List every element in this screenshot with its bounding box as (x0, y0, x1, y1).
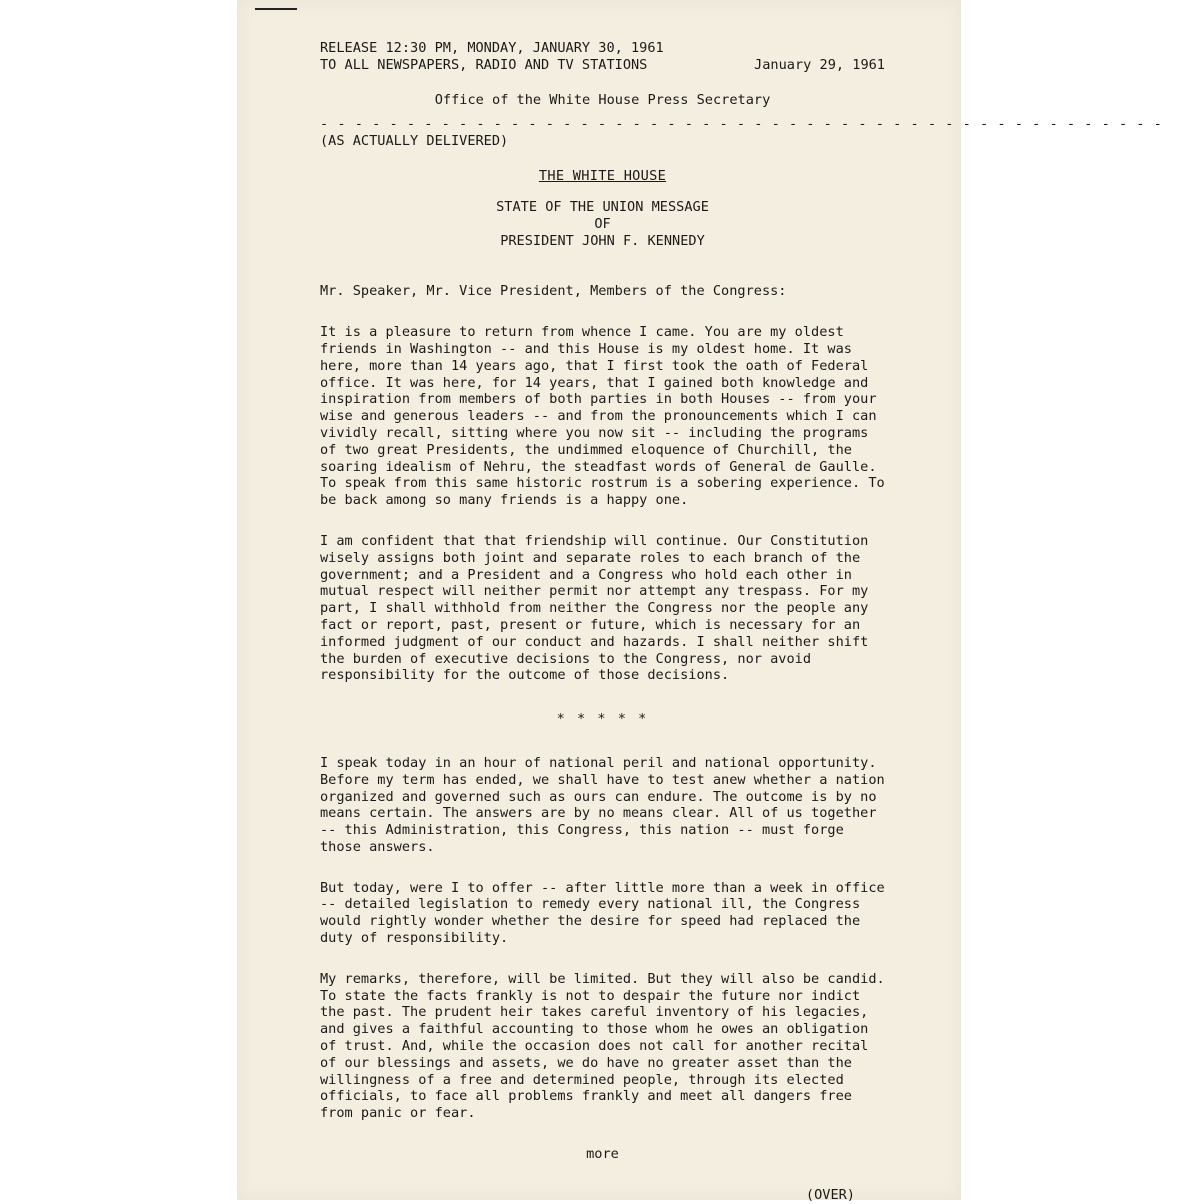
more-marker: more (586, 1146, 619, 1163)
title-line-1: STATE OF THE UNION MESSAGE (496, 198, 709, 215)
message-title (320, 199, 885, 249)
office-line: Office of the White House Press Secretary (434, 91, 771, 108)
paragraph-5: My remarks, therefore, will be limited. But they will also be candid. To state the facts frankly is not to despair the future nor indict the past. The prudent heir takes careful inventory of his legacies, and gives a faithful accounting to those whom he owes an obligation of trust. And, while the occasion does not call for another recital of our blessings and assets, we do have no greater asset than the willingness of a free and determined people, through its elected officials, to face all problems frankly and meet all dangers free from panic or fear. (320, 970, 885, 1122)
press-release (320, 40, 1163, 1204)
paragraph-4: But today, were I to offer -- after little more than a week in office -- detailed legislation to remedy every national ill, the Congress would rightly wonder whether the desire for speed had replaced the duty of responsibility. (320, 879, 885, 947)
release-audience: TO ALL NEWSPAPERS, RADIO AND TV STATIONS (320, 56, 648, 73)
title-line-3: PRESIDENT JOHN F. KENNEDY (500, 232, 705, 249)
release-time: RELEASE 12:30 PM, MONDAY, JANUARY 30, 1961 (320, 40, 664, 56)
salutation: Mr. Speaker, Mr. Vice President, Members of the Congress: (320, 283, 787, 300)
delivered-note: (AS ACTUALLY DELIVERED) (320, 133, 509, 150)
title-line-2: OF (594, 215, 611, 232)
paragraph-3: I speak today in an hour of national peril and national opportunity. Before my term has ended, we shall have to test anew whether a nation organized and governed such as ours can endure. The outcome is by no means certain. The answers are by no means clear. All of us together -- this Administration, this Congress, this nation -- must forge those answers. (320, 754, 885, 855)
release-header (320, 40, 885, 74)
release-date: January 29, 1961 (754, 56, 885, 73)
section-separator: * * * * * (556, 711, 649, 728)
dash-divider: - - - - - - - - - - - - - - - - - - - - - - - - - - - - - - - - - - - - - - - - - - - - - - - - - (320, 116, 1163, 133)
paragraph-1: It is a pleasure to return from whence I came. You are my oldest friends in Washington -- and this House is my oldest home. It was here, more than 14 years ago, that I first took the oath of Federal office. It was here, for 14 years, that I gained both knowledge and inspiration from members of both parties in both Houses -- from your wise and generous leaders -- and from the pronouncements which I can vividly recall, sitting where you now sit -- including the programs of two great Presidents, the undimmed eloquence of Churchill, the soaring idealism of Nehru, the steadfast words of General de Gaulle. To speak from this same historic rostrum is a sobering experience. To be back among so many friends is a happy one. (320, 324, 885, 509)
paragraph-2: I am confident that that friendship will continue. Our Constitution wisely assigns both joint and separate roles to each branch of the government; and a President and a Congress who hold each other in mutual respect will neither permit nor attempt any trespass. For my part, I shall withhold from neither the Congress nor the people any fact or report, past, present or future, which is necessary for an informed judgment of our conduct and hazards. I shall neither shift the burden of executive decisions to the Congress, nor avoid responsibility for the outcome of those decisions. (320, 532, 869, 684)
page-edge-mark (255, 8, 297, 10)
white-house-heading: THE WHITE HOUSE (538, 168, 667, 185)
over-marker: (OVER) (805, 1186, 855, 1203)
